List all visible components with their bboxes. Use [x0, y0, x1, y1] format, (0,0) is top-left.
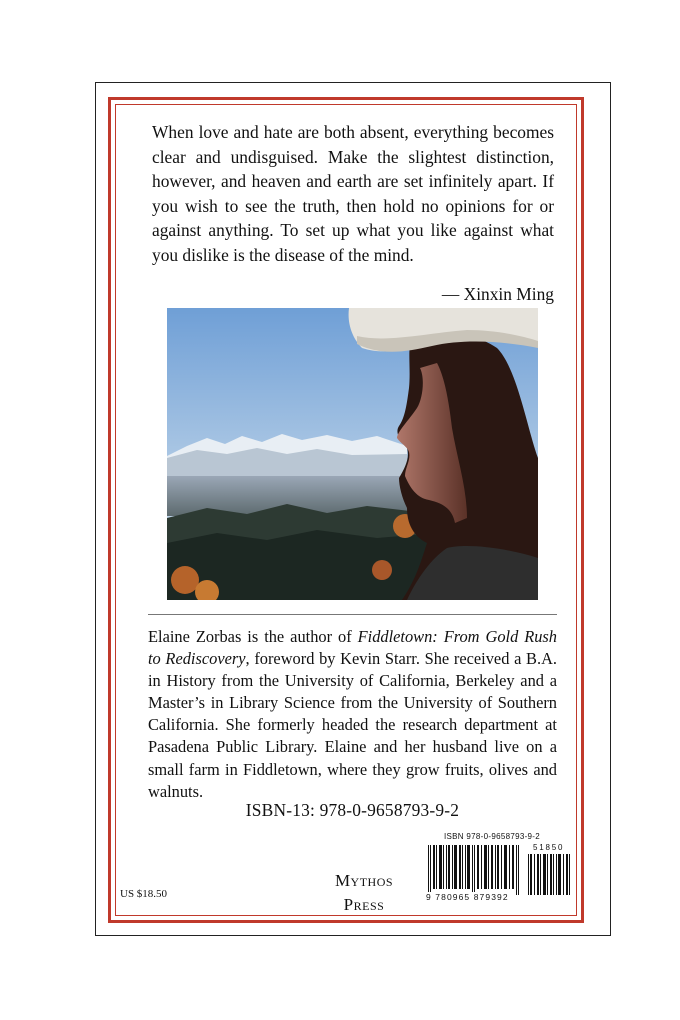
ean13-bars — [426, 845, 524, 895]
bio-intro: Elaine Zorbas is the author of — [148, 627, 358, 646]
author-bio — [148, 626, 557, 803]
bio-body: , foreword by Kevin Starr. She received a B.A. in History from the University of California, Berkeley and a Master’s in Library Science from the University of Southern California. She formerly headed the research department at Pasadena Public Library. Elaine and her husband live on a small farm in Fiddletown, where they grow fruits, olives and walnuts. — [148, 649, 558, 801]
barcode-price-code: 51850 — [533, 843, 565, 852]
barcode — [425, 832, 575, 912]
price-label: US $18.50 — [120, 888, 168, 900]
publisher-logo — [318, 869, 410, 917]
section-divider — [148, 614, 557, 615]
publisher-name-line1: Mythos — [334, 871, 394, 890]
barcode-isbn-label: ISBN 978-0-9658793-9-2 — [444, 832, 540, 841]
publisher-name-line2: Press — [343, 895, 385, 914]
quote-attribution: — Xinxin Ming — [441, 284, 554, 304]
price-addon-bars — [528, 854, 572, 895]
epigraph-quote: When love and hate are both absent, everything becomes clear and undisguised. Make the slightest distinction, however, and heaven and earth are set infinitely apart. If you wish to see the truth, then hold no opinions for or against anything. To set up what you like against what you dislike is the disease of the mind. — [152, 122, 554, 265]
author-photo — [167, 308, 538, 600]
barcode-digits: 9 780965 879392 — [426, 892, 509, 902]
book-title: Fiddletown: From Gold Rush to Rediscovery — [148, 627, 557, 669]
isbn-line: ISBN-13: 978-0-9658793-9-2 — [245, 800, 460, 820]
